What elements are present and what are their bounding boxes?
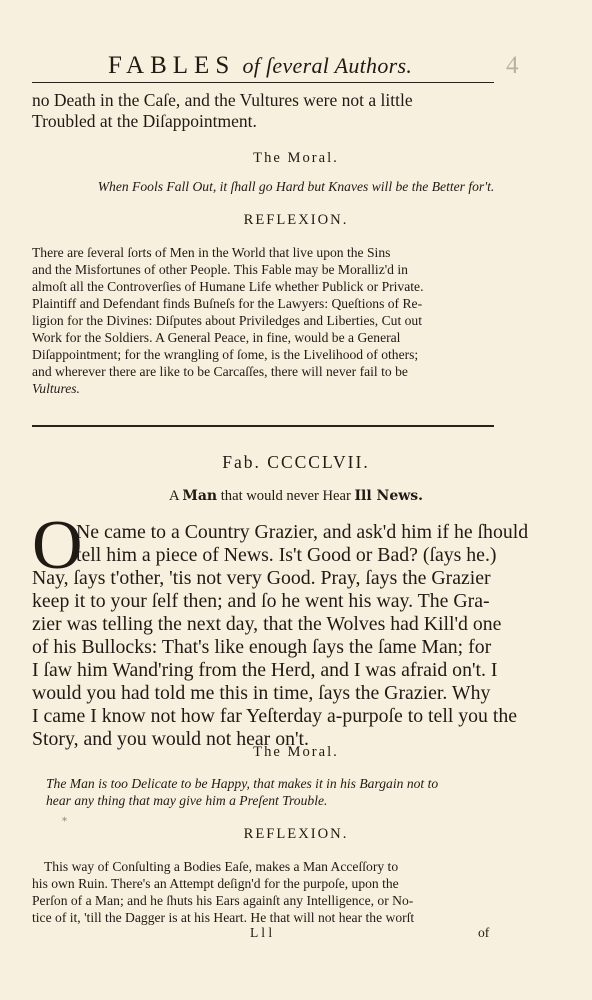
moral-text bbox=[0, 179, 592, 195]
fable-line: Story, and you would not hear on't. bbox=[32, 728, 309, 750]
fable-line: I came I know not how far Yeſterday a-purpoſe to tell you the bbox=[32, 705, 518, 727]
continued-text-line-1: no Death in the Caſe, and the Vultures were not a little bbox=[32, 90, 413, 110]
reflexion-line: Plaintiff and Defendant finds Buſneſs for the Lawyers: Queſtions of Re- bbox=[32, 296, 423, 311]
catchword: of bbox=[478, 925, 490, 940]
fable-line: would you had told me this in time, ſays the Grazier. Why bbox=[32, 682, 491, 704]
moral-text-line-2 bbox=[46, 793, 327, 809]
moral-heading: The Moral. bbox=[253, 150, 339, 166]
reflexion-line: Work for the Soldiers. A General Peace, in fine, would be a General bbox=[32, 330, 401, 345]
reflexion-line: Perſon of a Man; and he ſhuts his Ears againſt any Intelligence, or No- bbox=[32, 893, 414, 908]
reflexion-heading: REFLEXION. bbox=[243, 212, 349, 228]
reflexion-line bbox=[32, 381, 80, 397]
moral-heading: The Moral. bbox=[253, 744, 339, 760]
reflexion-line: and the Misfortunes of other People. This Fable may be Moralliz'd in bbox=[32, 262, 408, 277]
fable-line: tell him a piece of News. Is't Good or Bad? (ſays he.) bbox=[76, 544, 497, 566]
drop-cap: O bbox=[32, 507, 83, 584]
fable-line: of his Bullocks: That's like enough ſays the ſame Man; for bbox=[32, 636, 492, 658]
fable-number: Fab. CCCCLVII. bbox=[222, 452, 370, 472]
fable-title-prefix: A bbox=[168, 488, 179, 504]
fable-title bbox=[0, 488, 592, 505]
ink-speck: ⁎ bbox=[62, 813, 67, 824]
reflexion-line: and wherever there are like to be Carcaſſes, there will never fail to be bbox=[32, 364, 408, 379]
reflexion-heading: REFLEXION. bbox=[243, 826, 349, 842]
fable-title-gothic-2: Ill News. bbox=[354, 488, 424, 504]
reflexion-line: Diſappointment; for the wrangling of ſome, is the Livelihood of others; bbox=[32, 347, 419, 362]
reflexion-line: There are ſeveral ſorts of Men in the World that live upon the Sins bbox=[32, 245, 391, 260]
continued-text-line-2: Troubled at the Diſappointment. bbox=[32, 111, 257, 131]
fable-title-mid: that would never Hear bbox=[220, 488, 351, 504]
moral-text-line-1 bbox=[46, 776, 438, 792]
header-title-italic: of ſeveral Authors. bbox=[242, 53, 413, 78]
reflexion-line: tice of it, 'till the Dagger is at his Heart. He that will not hear the worſt bbox=[32, 910, 415, 925]
fable-title-gothic-1: Man bbox=[182, 488, 218, 504]
running-header bbox=[108, 52, 412, 80]
signature-mark: L l l bbox=[250, 925, 273, 940]
header-rule bbox=[32, 82, 494, 83]
fable-line: keep it to your ſelf then; and ſo he went his way. The Gra- bbox=[32, 590, 490, 612]
fable-line: zier was telling the next day, that the Wolves had Kill'd one bbox=[32, 613, 502, 635]
reflexion-line-italic: Vultures. bbox=[32, 381, 80, 396]
section-divider bbox=[32, 425, 494, 427]
page-number: 4 bbox=[506, 52, 519, 79]
header-title-caps: FABLES bbox=[108, 52, 236, 79]
reflexion-line: This way of Conſulting a Bodies Eaſe, makes a Man Acceſſory to bbox=[44, 859, 399, 874]
fable-line: Ne came to a Country Grazier, and ask'd him if he ſhould bbox=[76, 521, 529, 543]
reflexion-line: his own Ruin. There's an Attempt deſign'd for the purpoſe, upon the bbox=[32, 876, 399, 891]
fable-line: Nay, ſays t'other, 'tis not very Good. Pray, ſays the Grazier bbox=[32, 567, 491, 589]
fable-line: I ſaw him Wand'ring from the Herd, and I was afraid on't. I bbox=[32, 659, 498, 681]
moral-text-italic: hear any thing that may give him a Preſent Trouble. bbox=[46, 793, 328, 808]
moral-text-italic: The Man is too Delicate to be Happy, that makes it in his Bargain not to bbox=[46, 776, 439, 791]
reflexion-line: almoſt all the Controverſies of Humane Life whether Publick or Private. bbox=[32, 279, 424, 294]
reflexion-line: ligion for the Divines: Diſputes about Priviledges and Liberties, Cut out bbox=[32, 313, 423, 328]
moral-text-italic: When Fools Fall Out, it ſhall go Hard but Knaves will be the Better for't. bbox=[97, 179, 495, 194]
